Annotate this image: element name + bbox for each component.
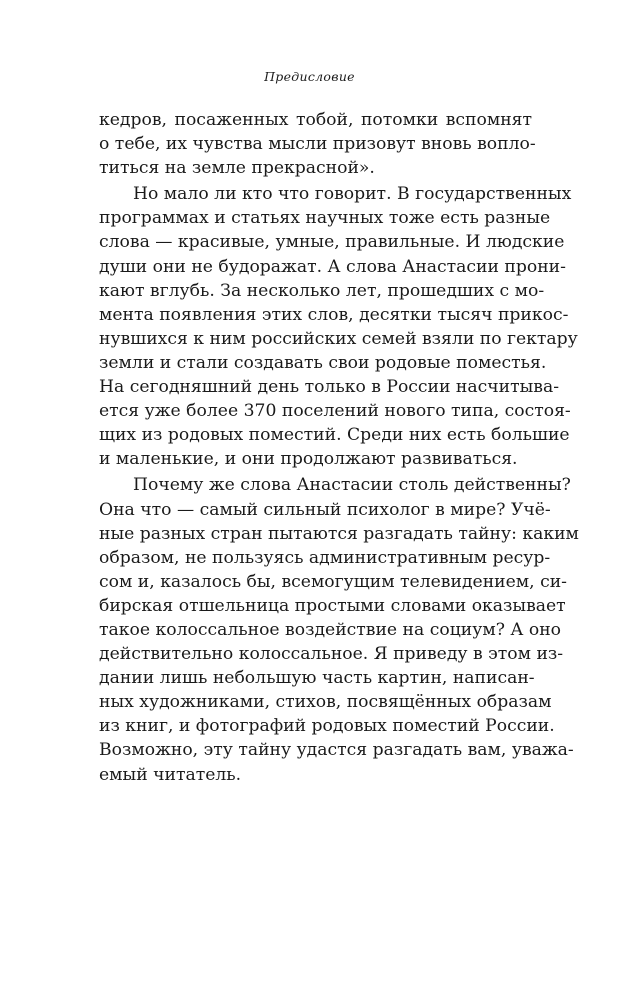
text-line: ется уже более 370 поселений нового типа, состоя- [99, 401, 571, 422]
text-line: дании лишь небольшую часть картин, написан- [99, 668, 535, 689]
text-line: титься на земле прекрасной». [99, 158, 375, 179]
text-line: земли и стали создавать свои родовые поместья. [99, 352, 547, 373]
text-line: Но мало ли кто что говорит. В государственных [133, 184, 572, 205]
text-line: образом, не пользуясь административным ресур- [99, 547, 551, 568]
text-line: щих из родовых поместий. Среди них есть большие [99, 425, 570, 446]
text-line: На сегодняшний день только в России насчитыва- [99, 377, 560, 398]
text-line: о тебе, их чувства мысли призовут вновь вопло- [99, 134, 536, 155]
text-line: бирская отшельница простыми словами оказывает [99, 595, 566, 616]
text-line: программах и статьях научных тоже есть разные [99, 208, 551, 229]
text-line: ных художниками, стихов, посвящённых образам [99, 692, 552, 713]
paragraph [99, 108, 536, 180]
text-line: Почему же слова Анастасии столь действенны? [133, 475, 571, 496]
text-line: слова — красивые, умные, правильные. И людские [99, 232, 565, 253]
text-line: нувшихся к ним российских семей взяли по гектару [99, 328, 578, 349]
text-line: мента появления этих слов, десятки тысяч прикос- [99, 304, 569, 325]
text-line: Она что — самый сильный психолог в мире? Учё- [99, 499, 551, 520]
paragraph [99, 473, 579, 786]
text-line: ные разных стран пытаются разгадать тайну: каким [99, 523, 579, 544]
text-line: действительно колоссальное. Я приведу в этом из- [99, 644, 564, 665]
text-line: и маленькие, и они продолжают развиваться. [99, 449, 518, 470]
text-line: кедров, посаженных тобой, потомки вспомнят [99, 110, 532, 130]
paragraph [99, 182, 578, 471]
text-line: сом и, казалось бы, всемогущим телевидением, си- [99, 571, 567, 592]
running-title: Предисловие [264, 69, 355, 84]
text-line: такое колоссальное воздействие на социум? А оно [99, 619, 561, 640]
text-line: из книг, и фотографий родовых поместий России. [99, 716, 555, 737]
body-text [99, 108, 579, 787]
text-line: емый читатель. [99, 764, 242, 785]
text-line: Возможно, эту тайну удастся разгадать вам, уважа- [99, 740, 574, 761]
text-line: души они не будоражат. А слова Анастасии прони- [99, 256, 566, 277]
text-line: кают вглубь. За несколько лет, прошедших с мо- [99, 280, 545, 301]
